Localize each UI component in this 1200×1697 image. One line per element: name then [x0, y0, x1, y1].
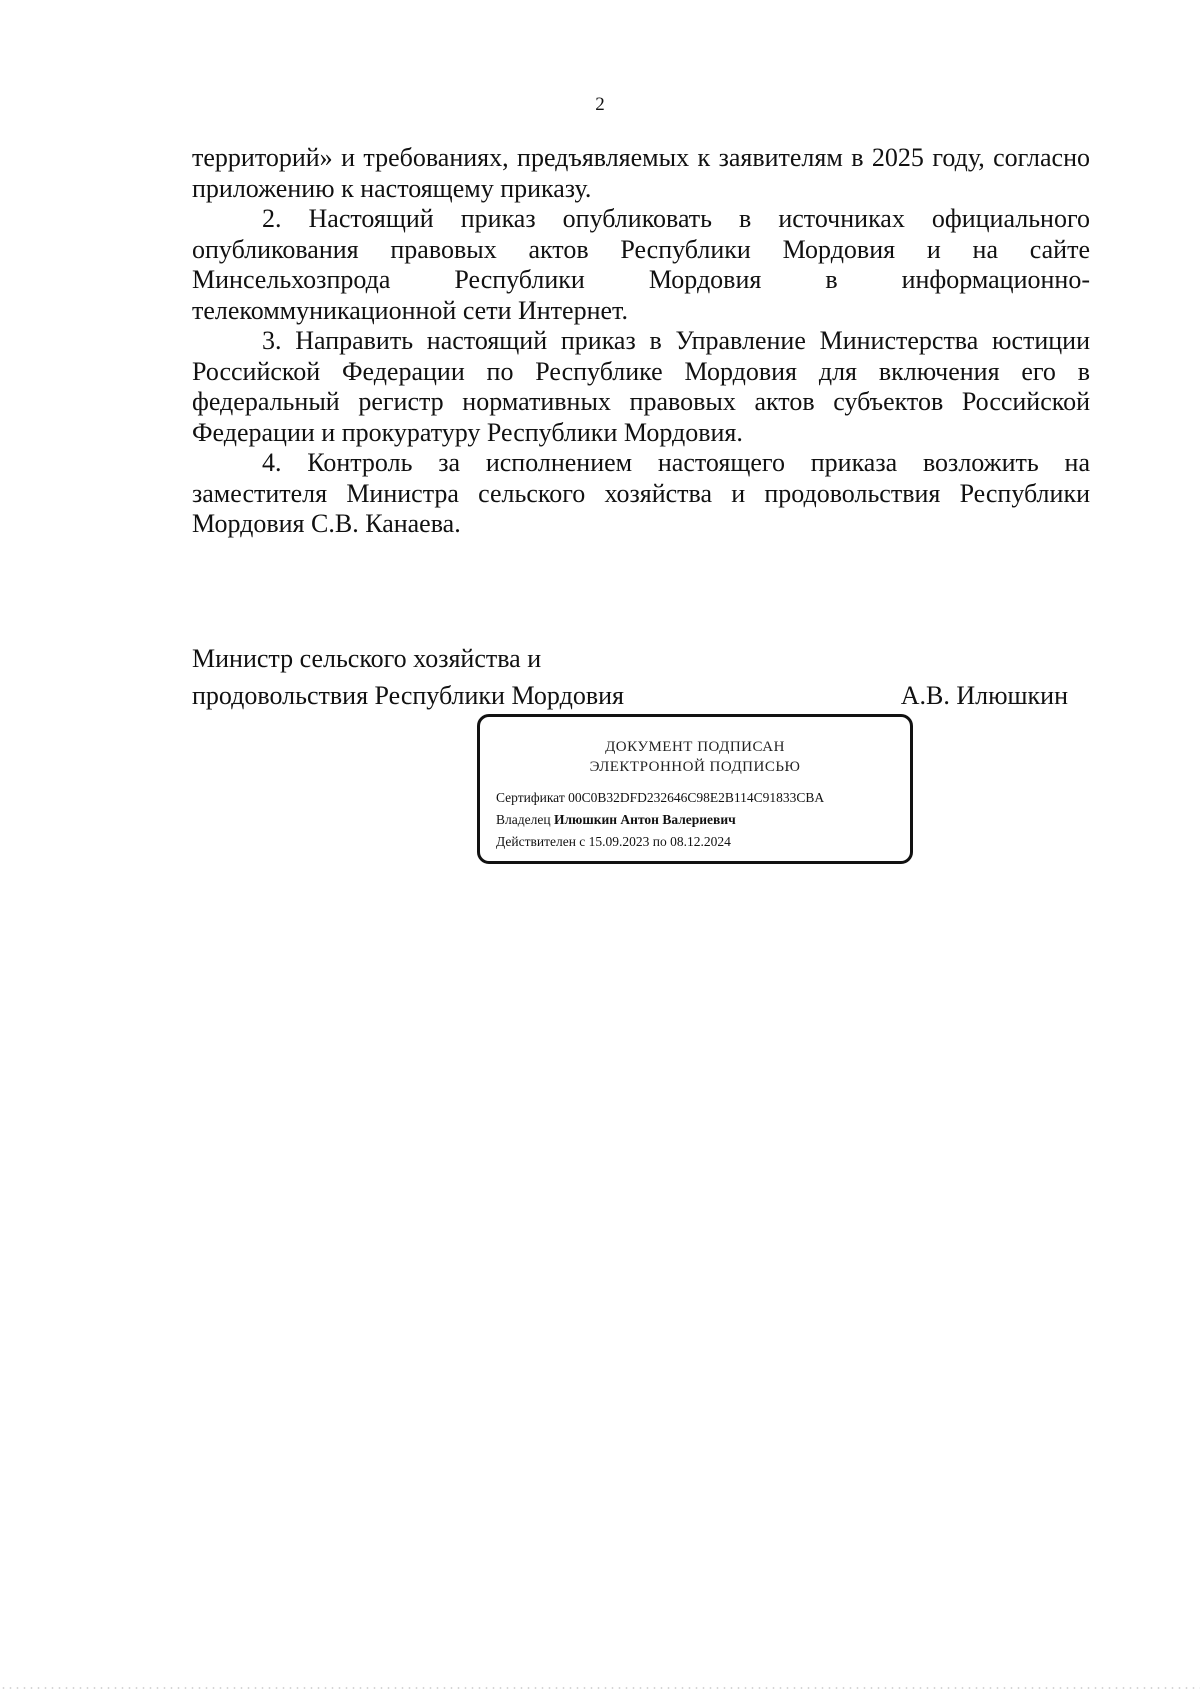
signatory-position-line1: Министр сельского хозяйства и: [192, 644, 542, 673]
stamp-valid-from: 15.09.2023: [588, 834, 650, 849]
stamp-validity-row: [496, 831, 910, 853]
page-number: 2: [595, 94, 605, 115]
stamp-title-line1: ДОКУМЕНТ ПОДПИСАН: [605, 739, 785, 755]
stamp-valid-to: 08.12.2024: [670, 834, 731, 849]
stamp-owner-row: [496, 809, 910, 831]
signatory-position-line2: продовольствия Республики Мордовия: [192, 681, 624, 710]
paragraph-4: 4. Контроль за исполнением настоящего приказа возложить на заместителя Министра сельского хозяйства и продовольствия Республики Мордовия С.В. Канаева.: [192, 448, 1090, 538]
stamp-valid-from-label: Действителен с: [496, 834, 586, 849]
stamp-owner-name: Илюшкин Антон Валериевич: [553, 812, 736, 827]
stamp-valid-to-label: по: [652, 834, 667, 849]
stamp-title: [480, 737, 910, 777]
paragraph-2: 2. Настоящий приказ опубликовать в источниках официального опубликования правовых актов Республики Мордовия и на сайте Минсельхозпрода Республики Мордовия в информационно-телекоммуникационной сети Интернет.: [192, 204, 1090, 325]
stamp-certificate: Сертификат 00C0B32DFD232646C98E2B114C91833CBA: [496, 790, 825, 805]
paragraph-1: территорий» и требованиях, предъявляемых к заявителям в 2025 году, согласно приложению к настоящему приказу.: [192, 143, 1090, 203]
paragraph-3: 3. Направить настоящий приказ в Управление Министерства юстиции Российской Федерации по Республике Мордовия для включения его в федеральный регистр нормативных правовых актов субъектов Российской Федерации и прокуратуру Республики Мордовия.: [192, 326, 1090, 447]
signature-block: [192, 640, 1090, 714]
stamp-details: [480, 787, 910, 853]
scan-artifact-line: [0, 1687, 1200, 1689]
stamp-owner-label: Владелец: [496, 812, 551, 827]
signatory-name: А.В. Илюшкин: [900, 681, 1068, 710]
stamp-title-line2: ЭЛЕКТРОННОЙ ПОДПИСЬЮ: [589, 759, 801, 775]
document-body: [192, 143, 1090, 540]
electronic-signature-stamp: [477, 714, 913, 864]
